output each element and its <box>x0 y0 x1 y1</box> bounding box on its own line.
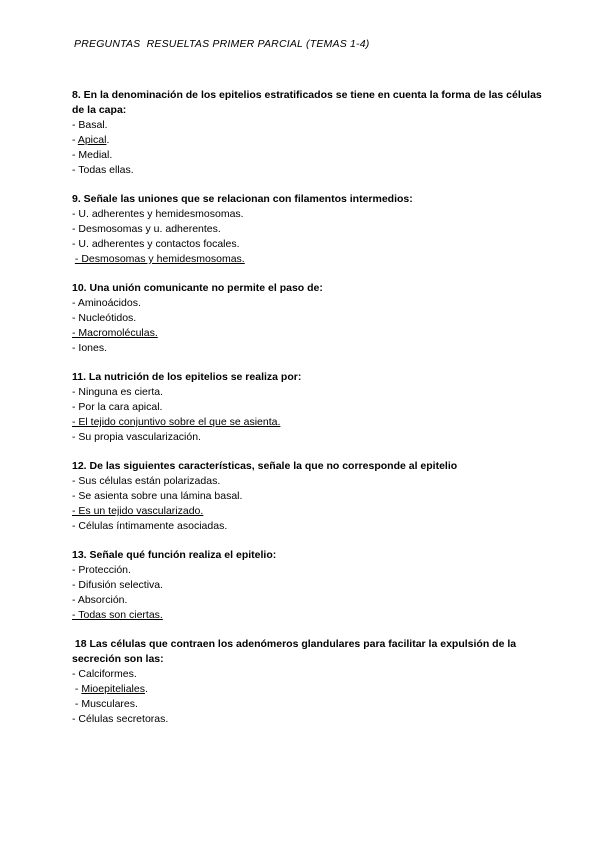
option <box>72 341 542 356</box>
option <box>72 563 542 578</box>
option-text: - <box>72 683 82 695</box>
option <box>72 207 542 222</box>
option-correct <box>72 133 542 148</box>
option-correct <box>72 504 542 519</box>
option <box>72 712 542 727</box>
option <box>72 697 542 712</box>
option-text: - Calciformes. <box>72 668 137 680</box>
question-title: 11. La nutrición de los epitelios se realiza por: <box>72 371 302 383</box>
correct-answer-text: Apical <box>77 134 107 146</box>
correct-answer-text: - Macromoléculas. <box>72 327 158 339</box>
option <box>72 593 542 608</box>
option-text: - Nucleótidos. <box>72 312 137 324</box>
options-list <box>72 296 542 356</box>
correct-answer-text: - Todas son ciertas. <box>72 609 163 621</box>
option-text: - Ninguna es cierta. <box>72 386 164 398</box>
option <box>72 311 542 326</box>
options-list <box>72 118 542 178</box>
option <box>72 118 542 133</box>
option <box>72 430 542 445</box>
question-block <box>72 281 542 356</box>
page-header: PREGUNTAS RESUELTAS PRIMER PARCIAL (TEMAS 1-4) <box>74 38 370 50</box>
correct-answer-text: Mioepiteliales <box>81 683 145 695</box>
option-text: - Todas ellas. <box>72 164 134 176</box>
question-title: 12. De las siguientes características, señale la que no corresponde al epitelio <box>72 460 458 472</box>
option-text: - U. adherentes y hemidesmosomas. <box>72 208 244 220</box>
question-title: 18 Las células que contraen los adenómeros glandulares para facilitar la expulsión de la secreción son las: <box>72 638 520 665</box>
option <box>72 148 542 163</box>
option-correct <box>72 252 542 267</box>
question-block <box>72 548 542 623</box>
option <box>72 519 542 534</box>
option-text: . <box>106 134 110 146</box>
options-list <box>72 474 542 534</box>
option-text: - Medial. <box>72 149 113 161</box>
option <box>72 400 542 415</box>
question-block <box>72 88 545 178</box>
option-correct <box>72 415 542 430</box>
option-text: - Desmosomas y u. adherentes. <box>72 223 221 235</box>
options-list <box>72 563 542 623</box>
option <box>72 222 542 237</box>
options-list <box>72 207 542 267</box>
correct-answer-text: - Desmosomas y hemidesmosomas. <box>74 253 245 265</box>
option <box>72 163 542 178</box>
option-text: - Su propia vascularización. <box>72 431 201 443</box>
option <box>72 489 542 504</box>
option-text: - Por la cara apical. <box>72 401 163 413</box>
option-correct <box>72 326 542 341</box>
option-text: - U. adherentes y contactos focales. <box>72 238 240 250</box>
option-correct <box>72 682 542 697</box>
option <box>72 296 542 311</box>
option <box>72 385 542 400</box>
question-block <box>72 459 542 534</box>
questions-list <box>72 88 545 741</box>
question-title: 8. En la denominación de los epitelios estratificados se tiene en cuenta la forma de las células de la capa: <box>72 89 545 116</box>
option-text: - <box>72 134 78 146</box>
option <box>72 474 542 489</box>
question-block <box>72 637 542 727</box>
option-text: - Sus células están polarizadas. <box>72 475 221 487</box>
option-text: - Aminoácidos. <box>72 297 141 309</box>
option-text: - Se asienta sobre una lámina basal. <box>72 490 243 502</box>
option-text: - Protección. <box>72 564 131 576</box>
option <box>72 237 542 252</box>
option-text: - Células secretoras. <box>72 713 169 725</box>
option-text: - Absorción. <box>72 594 128 606</box>
option-text: - Células íntimamente asociadas. <box>72 520 228 532</box>
option-text: - Difusión selectiva. <box>72 579 164 591</box>
question-title: 10. Una unión comunicante no permite el paso de: <box>72 282 323 294</box>
option-text: - Basal. <box>72 119 108 131</box>
option <box>72 667 542 682</box>
options-list <box>72 385 542 445</box>
options-list <box>72 667 542 727</box>
option <box>72 578 542 593</box>
option-correct <box>72 608 542 623</box>
correct-answer-text: - El tejido conjuntivo sobre el que se asienta. <box>72 416 281 428</box>
question-title: 9. Señale las uniones que se relacionan con filamentos intermedios: <box>72 193 413 205</box>
option-text: - Musculares. <box>72 698 138 710</box>
option-text: . <box>144 683 148 695</box>
correct-answer-text: - Es un tejido vascularizado. <box>72 505 204 517</box>
question-title: 13. Señale qué función realiza el epitelio: <box>72 549 277 561</box>
question-block <box>72 192 542 267</box>
option-text: - Iones. <box>72 342 108 354</box>
question-block <box>72 370 542 445</box>
